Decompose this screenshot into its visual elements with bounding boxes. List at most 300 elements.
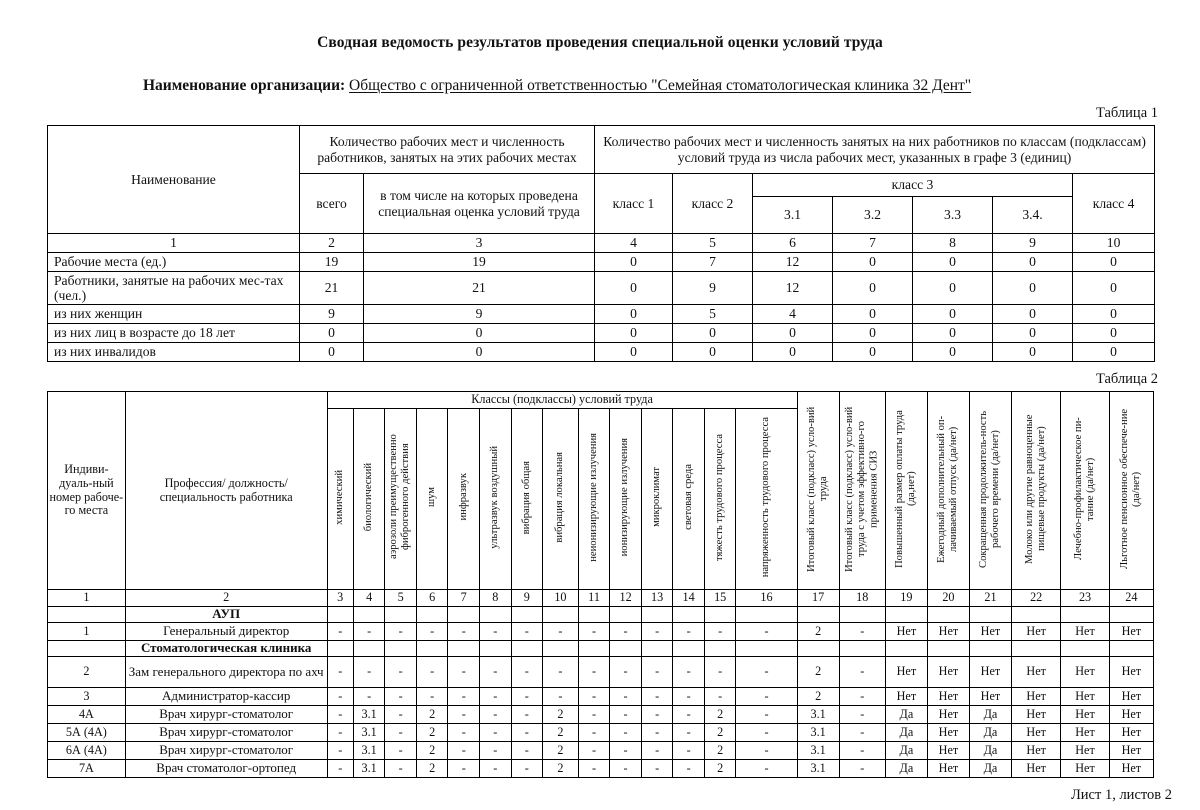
cell (416, 607, 448, 623)
cell: Нет (927, 688, 969, 706)
profession-name: Администратор-кассир (125, 688, 327, 706)
th-classes-group: Классы (подклассы) условий труда (327, 392, 797, 409)
th-factor-noise: шум (416, 409, 448, 590)
cell: Нет (969, 688, 1011, 706)
th-factor-biological: биологический (353, 409, 385, 590)
cell: - (511, 706, 543, 724)
th-therapeutic-nutrition: Лечебно-профилактическое пи-тание (да/нет) (1061, 392, 1109, 590)
cell (1061, 607, 1109, 623)
cell: 3.1 (353, 760, 385, 778)
cell (1011, 607, 1060, 623)
cell: 21 (364, 272, 595, 305)
cell: 19 (300, 253, 364, 272)
cell: Нет (927, 724, 969, 742)
row-label: из них женщин (48, 305, 300, 324)
colnum: 9 (511, 590, 543, 607)
cell (704, 641, 736, 657)
cell: 0 (833, 272, 913, 305)
cell: - (641, 724, 673, 742)
cell: - (511, 760, 543, 778)
th-factor-infrasound: инфразвук (448, 409, 480, 590)
cell: Нет (1011, 760, 1060, 778)
cell: - (327, 742, 353, 760)
cell: - (385, 706, 417, 724)
th-class-3-2: 3.2 (833, 197, 913, 234)
th-reduced-hours: Сокращенная продолжитель-ность рабочего времени (да/нет) (969, 392, 1011, 590)
cell: 7 (673, 253, 753, 272)
cell: - (578, 724, 610, 742)
profession-name: Врач хирург-стоматолог (125, 742, 327, 760)
th-final-class-ppe: Итоговый класс (подкласс) усло-вий труда с учетом эффективно-го применения СИЗ (839, 392, 885, 590)
cell: Нет (1109, 760, 1153, 778)
cell: - (704, 657, 736, 688)
cell (479, 607, 511, 623)
workplace-number: 5А (4А) (48, 724, 126, 742)
profession-name: Врач стоматолог-ортопед (125, 760, 327, 778)
cell: - (673, 706, 705, 724)
cell: 2 (797, 623, 839, 641)
cell (736, 641, 797, 657)
cell (353, 641, 385, 657)
row-label: из них инвалидов (48, 343, 300, 362)
cell: - (511, 657, 543, 688)
table1-header-row-1 (48, 126, 1155, 174)
colnum: 23 (1061, 590, 1109, 607)
cell: Нет (927, 760, 969, 778)
th-factor-light: световая среда (673, 409, 705, 590)
cell: 0 (1073, 272, 1155, 305)
workplace-number: 2 (48, 657, 126, 688)
cell: - (353, 657, 385, 688)
cell (416, 641, 448, 657)
cell: - (327, 724, 353, 742)
colnum: 21 (969, 590, 1011, 607)
cell: 0 (753, 324, 833, 343)
cell (1109, 641, 1153, 657)
cell: - (543, 688, 579, 706)
colnum: 14 (673, 590, 705, 607)
cell: Да (885, 706, 927, 724)
cell: 2 (416, 742, 448, 760)
colnum: 16 (736, 590, 797, 607)
colnum: 1 (48, 590, 126, 607)
cell: Нет (1109, 623, 1153, 641)
cell (327, 641, 353, 657)
cell: Да (969, 706, 1011, 724)
cell: 0 (364, 343, 595, 362)
cell: Нет (885, 688, 927, 706)
cell (839, 641, 885, 657)
cell: 3.1 (353, 706, 385, 724)
cell: - (416, 623, 448, 641)
cell: Да (885, 760, 927, 778)
cell: - (673, 760, 705, 778)
cell: 2 (416, 706, 448, 724)
cell: - (448, 742, 480, 760)
cell: Нет (1011, 657, 1060, 688)
cell: - (610, 688, 642, 706)
cell (969, 607, 1011, 623)
cell: - (673, 724, 705, 742)
cell: - (704, 688, 736, 706)
cell: - (673, 623, 705, 641)
table2-wrapper (0, 391, 1200, 778)
th-factor-vibration-general: вибрация общая (511, 409, 543, 590)
cell: Нет (1011, 742, 1060, 760)
cell: 0 (1073, 253, 1155, 272)
cell: Нет (969, 623, 1011, 641)
cell: - (736, 688, 797, 706)
colnum: 24 (1109, 590, 1153, 607)
th-factor-intensity: напряженность трудового процесса (736, 409, 797, 590)
table-row (48, 760, 1154, 778)
cell: - (543, 657, 579, 688)
cell (839, 607, 885, 623)
cell: 2 (704, 706, 736, 724)
cell: 2 (416, 724, 448, 742)
colnum: 15 (704, 590, 736, 607)
cell: 0 (913, 343, 993, 362)
cell: - (479, 760, 511, 778)
cell: Нет (1061, 623, 1109, 641)
cell: - (511, 724, 543, 742)
workplace-number: 4А (48, 706, 126, 724)
cell: 2 (416, 760, 448, 778)
cell: Нет (1109, 688, 1153, 706)
colnum: 4 (595, 234, 673, 253)
cell: - (327, 706, 353, 724)
cell: 0 (993, 305, 1073, 324)
cell (543, 641, 579, 657)
cell: - (641, 623, 673, 641)
cell: 2 (704, 742, 736, 760)
cell: 9 (300, 305, 364, 324)
colnum: 5 (673, 234, 753, 253)
colnum: 17 (797, 590, 839, 607)
organization-line (0, 52, 1200, 95)
cell (673, 641, 705, 657)
cell: 12 (753, 253, 833, 272)
cell: 4 (753, 305, 833, 324)
table-row (48, 688, 1154, 706)
cell (448, 641, 480, 657)
cell: - (736, 742, 797, 760)
cell (641, 641, 673, 657)
colnum: 7 (448, 590, 480, 607)
cell: - (479, 657, 511, 688)
th-class-2: класс 2 (673, 174, 753, 234)
cell: 3.1 (353, 724, 385, 742)
table-row (48, 343, 1155, 362)
cell: - (736, 657, 797, 688)
cell: - (839, 657, 885, 688)
cell: 3.1 (797, 742, 839, 760)
cell: - (578, 688, 610, 706)
cell: Нет (969, 657, 1011, 688)
th-final-class: Итоговый класс (подкласс) усло-вий труда (797, 392, 839, 590)
table-row (48, 305, 1155, 324)
cell: - (511, 623, 543, 641)
cell: Да (969, 742, 1011, 760)
table-row (48, 742, 1154, 760)
cell: - (353, 623, 385, 641)
cell: - (327, 688, 353, 706)
table1-number-row (48, 234, 1155, 253)
organization-name: Общество с ограниченной ответственностью "Семейная стоматологическая клиника 32 Дент" (349, 77, 972, 94)
cell: Нет (1011, 688, 1060, 706)
cell: - (511, 742, 543, 760)
cell: - (736, 623, 797, 641)
cell: Нет (1109, 742, 1153, 760)
cell: - (839, 760, 885, 778)
cell: - (578, 657, 610, 688)
cell (927, 641, 969, 657)
th-group-classes: Количество рабочих мест и численность занятых на них работников по классам (подклассам) условий труда из числа рабочих мест, указанных в графе 3 (единиц) (595, 126, 1155, 174)
cell: 0 (753, 343, 833, 362)
workplace-number: 1 (48, 623, 126, 641)
cell (353, 607, 385, 623)
table-row-group (48, 607, 1154, 623)
group-label: АУП (125, 607, 327, 623)
cell: Да (885, 724, 927, 742)
cell: Нет (927, 623, 969, 641)
cell: - (416, 657, 448, 688)
cell: - (610, 724, 642, 742)
cell: - (385, 742, 417, 760)
cell: 21 (300, 272, 364, 305)
cell (1061, 641, 1109, 657)
cell: 0 (993, 343, 1073, 362)
cell: - (353, 688, 385, 706)
cell: Нет (1011, 706, 1060, 724)
cell: 2 (704, 760, 736, 778)
colnum: 10 (543, 590, 579, 607)
cell: - (578, 760, 610, 778)
cell: - (327, 760, 353, 778)
th-total: всего (300, 174, 364, 234)
th-name: Наименование (48, 126, 300, 234)
cell: - (641, 706, 673, 724)
cell: 0 (833, 324, 913, 343)
cell: 0 (595, 253, 673, 272)
cell: 12 (753, 272, 833, 305)
cell: Нет (1061, 688, 1109, 706)
cell: - (385, 688, 417, 706)
th-additional-leave: Ежегодный дополнительный оп-лачиваемый отпуск (да/нет) (927, 392, 969, 590)
th-increased-pay: Повышенный размер оплаты труда (да,нет) (885, 392, 927, 590)
cell: - (704, 623, 736, 641)
cell (704, 607, 736, 623)
cell: 5 (673, 305, 753, 324)
cell: 0 (595, 343, 673, 362)
colnum: 20 (927, 590, 969, 607)
cell: - (610, 742, 642, 760)
colnum: 8 (479, 590, 511, 607)
cell: 2 (543, 742, 579, 760)
cell: Да (885, 742, 927, 760)
cell: 0 (993, 324, 1073, 343)
organization-label: Наименование организации: (143, 77, 346, 94)
th-factor-nonionizing: неионизирующие излучения (578, 409, 610, 590)
colnum: 7 (833, 234, 913, 253)
cell: 0 (833, 305, 913, 324)
cell: Нет (1011, 623, 1060, 641)
cell (511, 641, 543, 657)
colnum: 3 (364, 234, 595, 253)
cell: - (736, 706, 797, 724)
table-row (48, 272, 1155, 305)
cell: - (839, 742, 885, 760)
cell: 0 (595, 305, 673, 324)
cell: 0 (595, 324, 673, 343)
cell: - (610, 657, 642, 688)
cell: 0 (913, 305, 993, 324)
cell: 0 (1073, 343, 1155, 362)
cell: - (327, 657, 353, 688)
cell (610, 607, 642, 623)
cell (511, 607, 543, 623)
th-class-3-1: 3.1 (753, 197, 833, 234)
cell: 3.1 (797, 724, 839, 742)
cell: Нет (885, 623, 927, 641)
colnum: 2 (300, 234, 364, 253)
colnum: 2 (125, 590, 327, 607)
sheet-footer: Лист 1, листов 2 (1070, 787, 1172, 803)
th-profession: Профессия/ должность/ специальность работника (125, 392, 327, 590)
cell (327, 607, 353, 623)
th-class-3: класс 3 (753, 174, 1073, 197)
table-row (48, 623, 1154, 641)
cell: - (641, 742, 673, 760)
cell: - (641, 657, 673, 688)
row-label: из них лиц в возрасте до 18 лет (48, 324, 300, 343)
cell (1109, 607, 1153, 623)
row-label: Работники, занятые на рабочих мес-тах (чел.) (48, 272, 300, 305)
colnum: 22 (1011, 590, 1060, 607)
cell: - (839, 688, 885, 706)
cell: Нет (885, 657, 927, 688)
cell (578, 607, 610, 623)
cell: - (839, 706, 885, 724)
colnum: 8 (913, 234, 993, 253)
cell: - (385, 724, 417, 742)
colnum: 6 (753, 234, 833, 253)
cell: 2 (797, 657, 839, 688)
table2-header-row-1 (48, 392, 1154, 409)
cell: - (610, 706, 642, 724)
th-factor-ionizing: ионизирующие излучения (610, 409, 642, 590)
cell: - (578, 706, 610, 724)
th-factor-chemical: химический (327, 409, 353, 590)
cell: 0 (913, 324, 993, 343)
colnum: 18 (839, 590, 885, 607)
cell: - (511, 688, 543, 706)
cell: Нет (1109, 657, 1153, 688)
cell: Нет (1061, 760, 1109, 778)
row-label: Рабочие места (ед.) (48, 253, 300, 272)
cell: - (479, 623, 511, 641)
table-row-group (48, 641, 1154, 657)
cell (969, 641, 1011, 657)
cell: - (448, 657, 480, 688)
cell: 2 (543, 724, 579, 742)
cell (673, 607, 705, 623)
cell: - (673, 742, 705, 760)
cell: 3.1 (797, 760, 839, 778)
colnum: 6 (416, 590, 448, 607)
cell: 0 (993, 253, 1073, 272)
cell: 0 (673, 324, 753, 343)
cell: 2 (704, 724, 736, 742)
cell: 0 (300, 324, 364, 343)
cell: - (610, 760, 642, 778)
cell (479, 641, 511, 657)
page-title: Сводная ведомость результатов проведения специальной оценки условий труда (317, 34, 883, 51)
cell: - (416, 688, 448, 706)
table2-number-row (48, 590, 1154, 607)
cell: Нет (1061, 742, 1109, 760)
colnum: 1 (48, 234, 300, 253)
colnum: 12 (610, 590, 642, 607)
cell: Нет (1109, 706, 1153, 724)
table2-caption: Таблица 2 (1095, 371, 1158, 387)
cell: 2 (543, 706, 579, 724)
cell: 0 (913, 253, 993, 272)
cell: Нет (1109, 724, 1153, 742)
cell (927, 607, 969, 623)
th-preferential-pension: Льготное пенсионное обеспече-ние (да/нет) (1109, 392, 1153, 590)
summary-table-2 (47, 391, 1154, 778)
cell: - (736, 724, 797, 742)
th-milk-products: Молоко или другие равноценные пищевые продукты (да/нет) (1011, 392, 1060, 590)
cell: 0 (1073, 324, 1155, 343)
cell: 0 (993, 272, 1073, 305)
cell: 0 (595, 272, 673, 305)
cell: - (641, 688, 673, 706)
group-label: Стоматологическая клиника (125, 641, 327, 657)
group-number-cell (48, 641, 126, 657)
th-factor-vibration-local: вибрация локальная (543, 409, 579, 590)
cell: - (327, 623, 353, 641)
colnum: 11 (578, 590, 610, 607)
cell (543, 607, 579, 623)
cell: 0 (1073, 305, 1155, 324)
colnum: 3 (327, 590, 353, 607)
cell: - (736, 760, 797, 778)
cell (1011, 641, 1060, 657)
colnum: 13 (641, 590, 673, 607)
cell: 3.1 (797, 706, 839, 724)
cell: 0 (364, 324, 595, 343)
cell: Да (969, 760, 1011, 778)
cell: Да (969, 724, 1011, 742)
cell: - (610, 623, 642, 641)
th-factor-severity: тяжесть трудового процесса (704, 409, 736, 590)
table-row (48, 706, 1154, 724)
cell: - (479, 706, 511, 724)
cell: Нет (1011, 724, 1060, 742)
cell: - (641, 760, 673, 778)
th-factor-aerosols: аэрозоли преимущественно фиброгенного действия (385, 409, 417, 590)
cell: - (448, 623, 480, 641)
table-row (48, 253, 1155, 272)
cell: - (448, 724, 480, 742)
cell: - (448, 760, 480, 778)
cell: - (479, 688, 511, 706)
th-class-4: класс 4 (1073, 174, 1155, 234)
cell: 9 (673, 272, 753, 305)
cell (885, 607, 927, 623)
